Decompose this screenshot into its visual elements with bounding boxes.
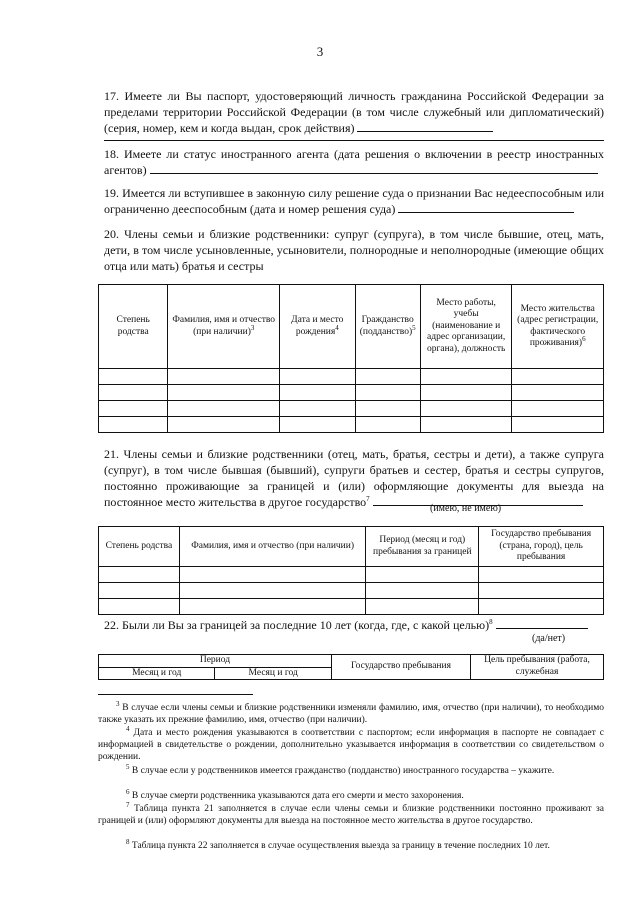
table-row[interactable] (99, 583, 604, 599)
relatives-table (98, 284, 604, 433)
page-number: 3 (316, 44, 324, 59)
question-21: 21. Члены семьи и близкие родственники (отец, мать, братья, сестры и дети), а также супруга (супруг), в том числе бывшая (бывший), супруги братьев и сестер, братья и сестры супругов, постоянно проживающие за границей и (или) оформляющие документы для выезда на постоянное место жительства в другое государство$^7$ (104, 447, 604, 509)
question-19 (104, 185, 604, 217)
abroad-header-degree: Степень родства (99, 527, 180, 567)
travel-table (98, 654, 604, 680)
travel-header-period: Период (99, 655, 332, 668)
footnote-7: $^7$ Таблица пункта 21 заполняется в случае если члены семьи и близкие родственники постоянно проживают за границей и (или) оформляют документы для выезда на постоянное место жительства в другое государство. (98, 800, 605, 826)
question-17-text: 17. Имеете ли Вы паспорт, удостоверяющий личность гражданина Российской Федерации за пределами территории Российской Федерации (в том числе служебный или дипломатический) (серия, номер, кем и когда выдан, срок действия) (104, 89, 604, 135)
question-18 (104, 146, 604, 178)
footnote-4: $^4$ Дата и место рождения указываются в соответствии с паспортом; если информация в паспорте не совпадает с информацией в свидетельстве о рождении, дополнительно указывается информация в соответствии со свидетельством о рождении. (98, 724, 604, 762)
table-row[interactable] (99, 401, 604, 417)
question-19-answer-line[interactable] (398, 201, 574, 213)
travel-header-from: Месяц и год (99, 667, 215, 680)
question-18-answer-line[interactable] (150, 162, 598, 174)
travel-header-purpose: Цель пребывания (работа, служебная (471, 655, 604, 680)
footnote-6: $^6$ В случае смерти родственника указываются дата его смерти и место захоронения. (126, 787, 464, 801)
question-18-text: 18. Имеете ли статус иностранного агента (дата решения о включении в реестр иностранных агентов) (104, 147, 604, 177)
question-22-answer-line[interactable] (496, 617, 588, 629)
travel-header-state: Государство пребывания (331, 655, 470, 680)
table-row[interactable] (99, 385, 604, 401)
footnote-8: $^8$ Таблица пункта 22 заполняется в случае осуществления выезда за границу в течение последних 10 лет. (126, 837, 550, 851)
relatives-header-work: Место работы, учебы (наименование и адрес организации, органа), должность (420, 285, 512, 369)
relatives-header-degree: Степень родства (99, 285, 168, 369)
table-row[interactable] (99, 369, 604, 385)
question-17 (104, 88, 604, 136)
question-21-hint: (имею, не имею) (430, 503, 502, 514)
footnote-5: $^5$ В случае если у родственников имеется гражданство (подданство) иностранного государства – укажите. (126, 762, 555, 776)
abroad-relatives-table (98, 526, 604, 615)
question-22-text: 22. Были ли Вы за границей за последние 10 лет (когда, где, с какой целью) (104, 618, 490, 632)
question-21-text: 21. Члены семьи и близкие родственники (отец, мать, братья, сестры и дети), а также супруга (супруг), в том числе бывшая (бывший), супруги братьев и сестер, братья и сестры супругов, постоянно проживающие за границей и (или) оформляющие документы для выезда на постоянное место жительства в другое государство (104, 447, 604, 509)
question-17-answer-line-2[interactable] (104, 140, 604, 141)
abroad-header-state: Государство пребывания (страна, город), цель пребывания (479, 527, 604, 567)
question-22-hint: (да/нет) (532, 633, 566, 644)
table-row[interactable] (99, 417, 604, 433)
relatives-header-residence: Место жительства (адрес регистрации, фактического проживания)$^6$ (512, 285, 604, 369)
question-19-text: 19. Имеется ли вступившее в законную силу решение суда о признании Вас недееспособным или ограниченно дееспособным (дата и номер решения суда) (104, 186, 604, 216)
question-22: 22. Были ли Вы за границей за последние 10 лет (когда, где, с какой целью)$^8$ (104, 617, 604, 633)
abroad-header-period: Период (месяц и год) пребывания за границей (366, 527, 479, 567)
question-17-answer-line[interactable] (357, 120, 493, 132)
footnote-separator (98, 694, 253, 695)
relatives-header-citizenship: Гражданство (подданство)$^5$ (355, 285, 420, 369)
table-row[interactable] (99, 599, 604, 615)
question-20: 20. Члены семьи и близкие родственники: супруг (супруга), в том числе бывшие, отец, мать, дети, в том числе усыновленные, усыновители, полнородные и неполнородные (имеющие общих отца или мать) братья и сестры (104, 227, 604, 273)
table-row[interactable] (99, 567, 604, 583)
footnote-3: $^3$ В случае если члены семьи и близкие родственники изменяли фамилию, имя, отчество (при наличии), то необходимо также указать их прежние фамилию, имя, отчество (при наличии). (98, 699, 605, 725)
relatives-header-birth: Дата и место рождения$^4$ (280, 285, 355, 369)
travel-header-to: Месяц и год (215, 667, 331, 680)
abroad-header-name: Фамилия, имя и отчество (при наличии) (179, 527, 366, 567)
relatives-header-name: Фамилия, имя и отчество (при наличии)$^3$ (168, 285, 280, 369)
